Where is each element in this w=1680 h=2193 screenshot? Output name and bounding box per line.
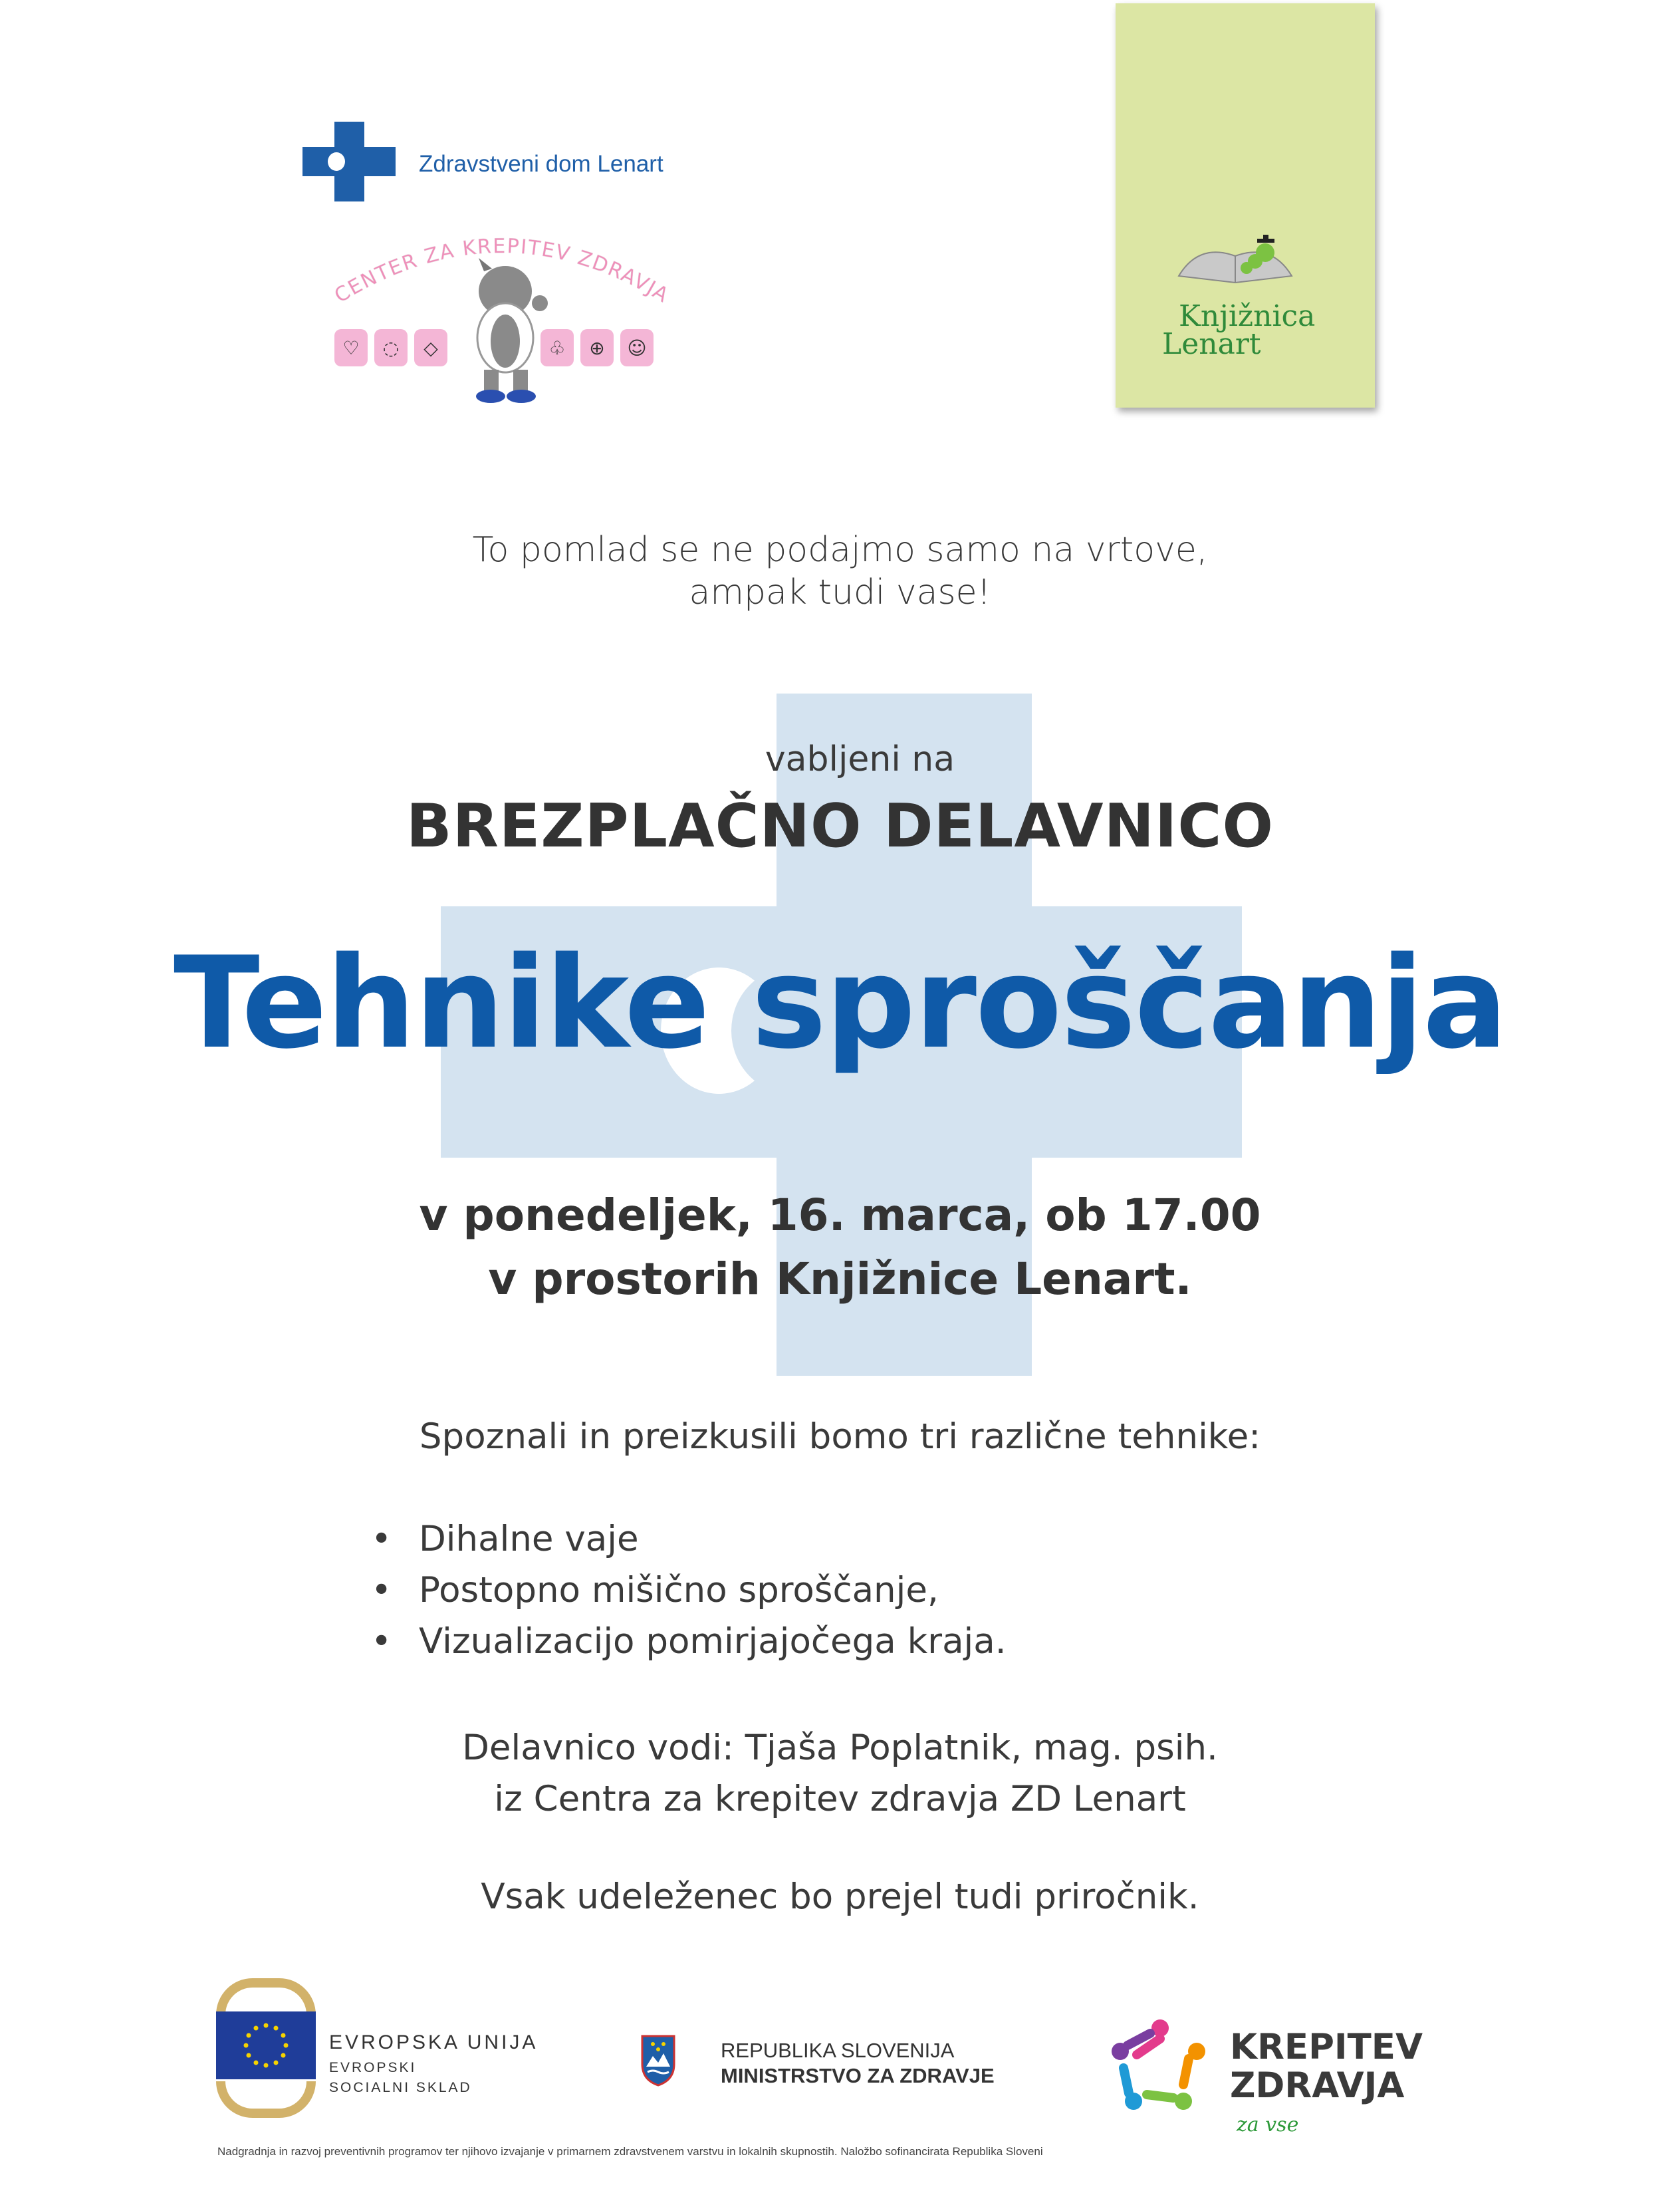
kz-tagline: za vse [1237,2113,1299,2136]
event-location: v prostorih Knjižnice Lenart. [488,1253,1192,1305]
apple-icon: ◌ [374,329,408,366]
eu-flag-icon [216,2011,316,2079]
workshop-leader [0,1722,1680,1825]
ckz-logo [322,226,681,406]
invite-lead: vabljeni na [765,739,955,779]
intro-line1: To pomlad se ne podajmo samo na vrtove, [472,530,1208,570]
person-icon: ☺ [620,329,654,366]
library-name-line1: Knjižnica [1179,299,1316,333]
techniques-intro: Spoznali in preizkusili bomo tri različne tehnike: [419,1416,1261,1457]
funding-note: Nadgradnja in razvoj preventivnih programov ter njihovo izvajanje v primarnem zdravstvenem varstvu in lokalnih skupnostih. Naložbo sofinancirata Republika Sloveni [217,2145,1043,2158]
people-circle-icon [1110,2015,1210,2115]
bicycle-icon: ⊕ [580,329,614,366]
list-item: • Vizualizacijo pomirjajočega kraja. [366,1616,1007,1667]
list-item: • Postopno mišično sproščanje, [366,1565,1007,1616]
medical-cross-icon [302,122,396,201]
eu-subtitle-line2: SOCIALNI SKLAD [329,2080,472,2095]
kz-title-line1: KREPITEV [1230,2027,1423,2067]
kz-title-line2: ZDRAVJA [1230,2065,1405,2106]
eu-subtitle-line1: EVROPSKI [329,2060,417,2075]
eu-title: EVROPSKA UNIJA [329,2031,539,2053]
invite-heading: BREZPLAČNO DELAVNICO [406,791,1274,861]
tooth-icon: ◇ [414,329,447,366]
eu-logo [216,1978,588,2118]
eu-swirl-decoration [216,1978,316,2015]
techniques-list [366,1513,1007,1667]
krepitev-zdravja-logo [1110,2015,1456,2148]
lungs-icon: ♧ [540,329,574,366]
kz-title [1230,2028,1423,2105]
ministry-name: MINISTRSTVO ZA ZDRAVJE [721,2064,995,2087]
handout-note: Vsak udeleženec bo prejel tudi priročnik. [481,1876,1199,1917]
eu-swirl-decoration-bottom [216,2081,316,2118]
zd-lenart-logo [302,122,728,201]
eu-subtitle [329,2058,472,2098]
library-logo [1116,3,1375,408]
intro-text [0,529,1680,614]
ckz-icon-row [334,329,654,366]
event-when-where [0,1184,1680,1311]
library-name [1162,299,1316,361]
heart-icon: ♡ [334,329,368,366]
workshop-title: Tehnike sproščanja [173,930,1506,1077]
ckz-name: CENTER ZA KREPITEV ZDRAVJA [330,234,673,308]
zd-lenart-name: Zdravstveni dom Lenart [419,151,663,177]
intro-line2: ampak tudi vase! [689,573,991,612]
library-name-line2: Lenart [1162,327,1261,361]
book-worm-icon [1172,229,1298,289]
leader-line2: iz Centra za krepitev zdravja ZD Lenart [494,1779,1186,1819]
ministry-logo [640,2033,999,2093]
list-item: • Dihalne vaje [366,1513,1007,1565]
event-date-time: v ponedeljek, 16. marca, ob 17.00 [419,1190,1261,1241]
republic-name: REPUBLIKA SLOVENIJA [721,2039,955,2062]
slovenia-crest-icon [640,2033,677,2087]
leader-line1: Delavnico vodi: Tjaša Poplatnik, mag. psih. [462,1728,1218,1768]
